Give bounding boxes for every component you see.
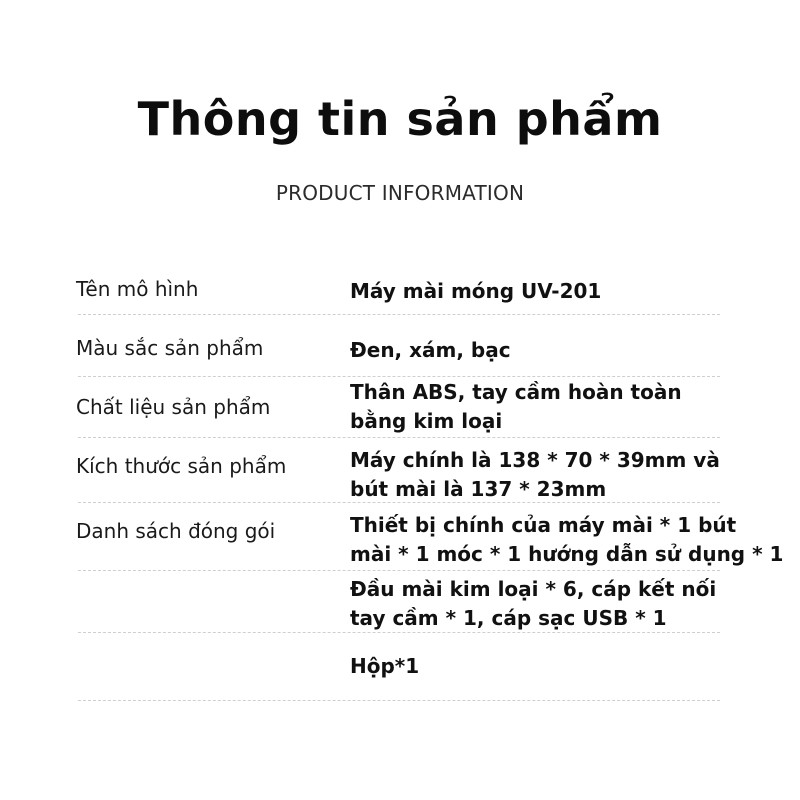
row-divider	[78, 700, 720, 701]
spec-value-line: tay cầm * 1, cáp sạc USB * 1	[350, 606, 667, 630]
spec-value-line: Thân ABS, tay cầm hoàn toàn	[350, 380, 682, 404]
spec-value-line: Đầu mài kim loại * 6, cáp kết nối	[350, 577, 717, 601]
spec-value-line: Máy chính là 138 * 70 * 39mm và	[350, 448, 720, 472]
spec-value	[350, 277, 601, 306]
spec-value	[350, 511, 783, 569]
spec-label: Màu sắc sản phẩm	[76, 336, 264, 360]
row-divider	[78, 314, 720, 315]
spec-value	[350, 652, 419, 681]
spec-value-line: Thiết bị chính của máy mài * 1 bút	[350, 513, 737, 537]
spec-label: Danh sách đóng gói	[76, 519, 276, 543]
spec-value	[350, 378, 682, 436]
spec-value-line: Máy mài móng UV-201	[350, 279, 602, 303]
spec-value-line: bằng kim loại	[350, 409, 503, 433]
row-divider	[78, 376, 720, 377]
spec-value	[350, 336, 511, 365]
page-subtitle: PRODUCT INFORMATION	[275, 181, 525, 205]
spec-label: Chất liệu sản phẩm	[76, 395, 271, 419]
page-title: Thông tin sản phẩm	[137, 92, 663, 146]
row-divider	[78, 502, 720, 503]
spec-label: Kích thước sản phẩm	[76, 454, 287, 478]
spec-value-line: Hộp*1	[350, 654, 420, 678]
spec-value	[350, 446, 720, 504]
spec-value-line: mài * 1 móc * 1 hướng dẫn sử dụng * 1	[350, 542, 784, 566]
spec-label: Tên mô hình	[76, 277, 199, 301]
row-divider	[78, 437, 720, 438]
row-divider	[78, 632, 720, 633]
spec-value-line: bút mài là 137 * 23mm	[350, 477, 607, 501]
spec-value-line: Đen, xám, bạc	[350, 338, 511, 362]
row-divider	[78, 570, 720, 571]
spec-value	[350, 575, 716, 633]
